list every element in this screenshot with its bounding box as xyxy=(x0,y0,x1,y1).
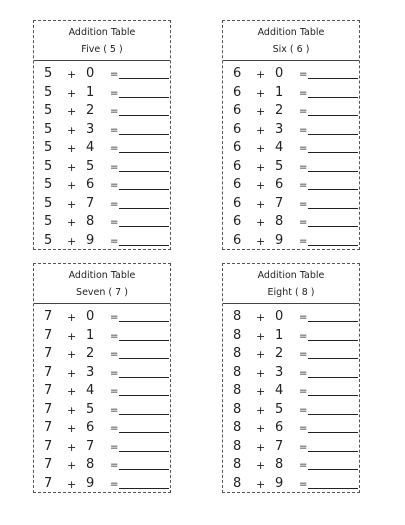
equals-sign: = xyxy=(110,217,119,228)
answer-blank-line[interactable] xyxy=(308,488,358,489)
base-number: 6 xyxy=(233,140,242,155)
base-number: 5 xyxy=(44,158,53,174)
base-number: 7 xyxy=(44,420,53,435)
equals-sign: = xyxy=(110,106,119,117)
equals-sign: = xyxy=(299,349,308,360)
plus-sign: + xyxy=(67,422,77,435)
addend-number: 1 xyxy=(86,327,95,343)
base-number: 5 xyxy=(44,103,53,118)
plus-sign: + xyxy=(67,68,77,81)
plus-sign: + xyxy=(67,385,77,398)
equation-list xyxy=(223,304,359,492)
equals-sign: = xyxy=(110,235,119,247)
base-number: 7 xyxy=(44,401,53,417)
base-number: 5 xyxy=(44,195,53,211)
addend-number: 7 xyxy=(86,438,95,454)
answer-blank-line[interactable] xyxy=(119,78,169,79)
plus-sign: + xyxy=(256,160,266,174)
base-number: 5 xyxy=(44,232,53,248)
answer-blank-line[interactable] xyxy=(308,340,358,341)
equation-row xyxy=(223,64,359,83)
equation-row xyxy=(34,307,170,326)
equation-row xyxy=(34,64,170,83)
equals-sign: = xyxy=(110,330,119,342)
plus-sign: + xyxy=(67,477,77,491)
base-number: 5 xyxy=(44,214,53,229)
plus-sign: + xyxy=(256,123,266,137)
answer-blank-line[interactable] xyxy=(119,340,169,341)
base-number: 8 xyxy=(233,383,242,398)
plus-sign: + xyxy=(256,179,266,192)
equation-row xyxy=(223,363,359,382)
equals-sign: = xyxy=(110,124,119,136)
plus-sign: + xyxy=(67,348,77,361)
addend-number: 2 xyxy=(86,346,95,361)
addend-number: 0 xyxy=(86,309,95,324)
addend-number: 6 xyxy=(86,420,95,435)
equals-sign: = xyxy=(110,312,119,323)
card-header xyxy=(223,21,359,61)
plus-sign: + xyxy=(256,105,266,118)
addend-number: 9 xyxy=(86,475,95,491)
plus-sign: + xyxy=(256,366,266,380)
answer-blank-line[interactable] xyxy=(308,414,358,415)
plus-sign: + xyxy=(67,142,77,155)
addend-number: 1 xyxy=(275,327,284,343)
plus-sign: + xyxy=(256,216,266,229)
equation-row xyxy=(223,138,359,157)
equation-row xyxy=(223,83,359,102)
plus-sign: + xyxy=(256,234,266,248)
answer-blank-line[interactable] xyxy=(308,451,358,452)
base-number: 6 xyxy=(233,232,242,248)
addend-number: 5 xyxy=(275,401,284,417)
addend-number: 3 xyxy=(86,364,95,380)
answer-blank-line[interactable] xyxy=(119,226,169,227)
table-card-seven xyxy=(33,263,171,493)
equals-sign: = xyxy=(299,404,308,416)
addend-number: 8 xyxy=(86,214,95,229)
base-number: 6 xyxy=(233,195,242,211)
plus-sign: + xyxy=(67,234,77,248)
base-number: 8 xyxy=(233,457,242,472)
equation-row xyxy=(223,455,359,474)
equation-row xyxy=(34,212,170,231)
equation-row xyxy=(34,120,170,139)
equals-sign: = xyxy=(299,180,308,191)
equation-row xyxy=(223,418,359,437)
answer-blank-line[interactable] xyxy=(119,469,169,470)
equation-row xyxy=(34,231,170,250)
base-number: 6 xyxy=(233,66,242,81)
equation-list xyxy=(34,61,170,249)
base-number: 6 xyxy=(233,84,242,100)
answer-blank-line[interactable] xyxy=(308,115,358,116)
plus-sign: + xyxy=(67,86,77,100)
equals-sign: = xyxy=(110,69,119,80)
addend-number: 5 xyxy=(275,158,284,174)
equals-sign: = xyxy=(110,198,119,210)
addend-number: 1 xyxy=(86,84,95,100)
addend-number: 7 xyxy=(275,438,284,454)
plus-sign: + xyxy=(256,142,266,155)
plus-sign: + xyxy=(256,348,266,361)
plus-sign: + xyxy=(256,477,266,491)
table-card-eight xyxy=(222,263,360,493)
equals-sign: = xyxy=(299,235,308,247)
equation-list xyxy=(223,61,359,249)
equals-sign: = xyxy=(299,106,308,117)
equation-row xyxy=(223,212,359,231)
equals-sign: = xyxy=(299,423,308,434)
plus-sign: + xyxy=(256,329,266,343)
answer-blank-line[interactable] xyxy=(119,189,169,190)
equals-sign: = xyxy=(110,460,119,471)
base-number: 6 xyxy=(233,121,242,137)
answer-blank-line[interactable] xyxy=(308,189,358,190)
equation-row xyxy=(34,138,170,157)
answer-blank-line[interactable] xyxy=(119,97,169,98)
answer-blank-line[interactable] xyxy=(308,171,358,172)
equation-row xyxy=(34,194,170,213)
base-number: 8 xyxy=(233,364,242,380)
answer-blank-line[interactable] xyxy=(308,226,358,227)
equals-sign: = xyxy=(299,198,308,210)
plus-sign: + xyxy=(256,385,266,398)
equals-sign: = xyxy=(299,312,308,323)
equation-row xyxy=(223,344,359,363)
base-number: 6 xyxy=(233,103,242,118)
answer-blank-line[interactable] xyxy=(119,171,169,172)
base-number: 6 xyxy=(233,177,242,192)
equation-row xyxy=(34,326,170,345)
equals-sign: = xyxy=(299,386,308,397)
base-number: 7 xyxy=(44,383,53,398)
equals-sign: = xyxy=(299,367,308,379)
answer-blank-line[interactable] xyxy=(308,321,358,322)
answer-blank-line[interactable] xyxy=(308,97,358,98)
answer-blank-line[interactable] xyxy=(119,451,169,452)
answer-blank-line[interactable] xyxy=(119,488,169,489)
answer-blank-line[interactable] xyxy=(119,414,169,415)
equals-sign: = xyxy=(110,441,119,453)
equation-row xyxy=(223,307,359,326)
table-card-five xyxy=(33,20,171,250)
base-number: 6 xyxy=(233,214,242,229)
answer-blank-line[interactable] xyxy=(308,432,358,433)
equation-row xyxy=(223,101,359,120)
plus-sign: + xyxy=(67,311,77,324)
equals-sign: = xyxy=(110,386,119,397)
plus-sign: + xyxy=(256,422,266,435)
equation-row xyxy=(223,157,359,176)
card-subtitle: Six ( 6 ) xyxy=(272,44,310,55)
plus-sign: + xyxy=(256,311,266,324)
equation-row xyxy=(34,175,170,194)
base-number: 7 xyxy=(44,346,53,361)
addend-number: 6 xyxy=(275,420,284,435)
plus-sign: + xyxy=(67,179,77,192)
answer-blank-line[interactable] xyxy=(119,134,169,135)
equals-sign: = xyxy=(299,441,308,453)
equals-sign: = xyxy=(110,161,119,173)
addend-number: 2 xyxy=(275,346,284,361)
answer-blank-line[interactable] xyxy=(308,152,358,153)
card-title: Addition Table xyxy=(68,27,136,38)
base-number: 5 xyxy=(44,177,53,192)
plus-sign: + xyxy=(67,366,77,380)
addend-number: 4 xyxy=(86,140,95,155)
equals-sign: = xyxy=(299,69,308,80)
addend-number: 0 xyxy=(275,309,284,324)
base-number: 8 xyxy=(233,327,242,343)
equals-sign: = xyxy=(299,87,308,99)
equation-row xyxy=(223,175,359,194)
card-subtitle: Five ( 5 ) xyxy=(81,44,123,55)
equals-sign: = xyxy=(299,460,308,471)
equation-row xyxy=(223,120,359,139)
answer-blank-line[interactable] xyxy=(119,358,169,359)
equation-row xyxy=(223,437,359,456)
base-number: 8 xyxy=(233,438,242,454)
plus-sign: + xyxy=(256,440,266,454)
answer-blank-line[interactable] xyxy=(119,245,169,246)
card-title: Addition Table xyxy=(257,27,325,38)
card-title: Addition Table xyxy=(68,270,136,281)
equals-sign: = xyxy=(299,478,308,490)
plus-sign: + xyxy=(67,197,77,211)
base-number: 5 xyxy=(44,66,53,81)
equals-sign: = xyxy=(299,143,308,154)
answer-blank-line[interactable] xyxy=(119,152,169,153)
answer-blank-line[interactable] xyxy=(119,321,169,322)
plus-sign: + xyxy=(256,459,266,472)
equals-sign: = xyxy=(110,404,119,416)
plus-sign: + xyxy=(67,105,77,118)
answer-blank-line[interactable] xyxy=(119,432,169,433)
equation-list xyxy=(34,304,170,492)
base-number: 7 xyxy=(44,327,53,343)
base-number: 6 xyxy=(233,158,242,174)
equation-row xyxy=(34,455,170,474)
addend-number: 4 xyxy=(275,383,284,398)
equals-sign: = xyxy=(299,217,308,228)
addend-number: 4 xyxy=(86,383,95,398)
plus-sign: + xyxy=(256,68,266,81)
answer-blank-line[interactable] xyxy=(119,115,169,116)
addend-number: 3 xyxy=(275,121,284,137)
base-number: 7 xyxy=(44,475,53,491)
equation-row xyxy=(34,363,170,382)
answer-blank-line[interactable] xyxy=(308,377,358,378)
addend-number: 4 xyxy=(275,140,284,155)
answer-blank-line[interactable] xyxy=(119,208,169,209)
addend-number: 0 xyxy=(86,66,95,81)
card-subtitle: Seven ( 7 ) xyxy=(76,287,128,298)
base-number: 5 xyxy=(44,140,53,155)
card-subtitle: Eight ( 8 ) xyxy=(267,287,315,298)
base-number: 5 xyxy=(44,84,53,100)
addend-number: 8 xyxy=(275,214,284,229)
equation-row xyxy=(223,400,359,419)
card-title: Addition Table xyxy=(257,270,325,281)
base-number: 5 xyxy=(44,121,53,137)
addend-number: 2 xyxy=(86,103,95,118)
base-number: 8 xyxy=(233,346,242,361)
answer-blank-line[interactable] xyxy=(308,469,358,470)
addend-number: 1 xyxy=(275,84,284,100)
answer-blank-line[interactable] xyxy=(119,395,169,396)
equals-sign: = xyxy=(110,349,119,360)
equals-sign: = xyxy=(110,478,119,490)
equals-sign: = xyxy=(110,367,119,379)
equals-sign: = xyxy=(299,330,308,342)
equals-sign: = xyxy=(299,124,308,136)
equation-row xyxy=(34,418,170,437)
addend-number: 2 xyxy=(275,103,284,118)
addend-number: 0 xyxy=(275,66,284,81)
addend-number: 3 xyxy=(86,121,95,137)
equation-row xyxy=(223,474,359,493)
card-header xyxy=(223,264,359,304)
base-number: 7 xyxy=(44,364,53,380)
equation-row xyxy=(34,157,170,176)
answer-blank-line[interactable] xyxy=(308,395,358,396)
equation-row xyxy=(223,326,359,345)
base-number: 7 xyxy=(44,309,53,324)
addend-number: 7 xyxy=(275,195,284,211)
plus-sign: + xyxy=(67,403,77,417)
answer-blank-line[interactable] xyxy=(308,208,358,209)
plus-sign: + xyxy=(67,329,77,343)
addend-number: 6 xyxy=(275,177,284,192)
equals-sign: = xyxy=(110,423,119,434)
base-number: 8 xyxy=(233,420,242,435)
addend-number: 9 xyxy=(275,475,284,491)
base-number: 7 xyxy=(44,438,53,454)
addend-number: 8 xyxy=(275,457,284,472)
addend-number: 5 xyxy=(86,401,95,417)
equation-row xyxy=(34,381,170,400)
answer-blank-line[interactable] xyxy=(308,78,358,79)
addend-number: 7 xyxy=(86,195,95,211)
base-number: 7 xyxy=(44,457,53,472)
equation-row xyxy=(34,83,170,102)
base-number: 8 xyxy=(233,475,242,491)
plus-sign: + xyxy=(67,123,77,137)
addend-number: 9 xyxy=(86,232,95,248)
equation-row xyxy=(34,400,170,419)
equation-row xyxy=(34,437,170,456)
base-number: 8 xyxy=(233,309,242,324)
equation-row xyxy=(223,231,359,250)
plus-sign: + xyxy=(67,216,77,229)
table-card-six xyxy=(222,20,360,250)
equals-sign: = xyxy=(299,161,308,173)
equation-row xyxy=(223,194,359,213)
addend-number: 8 xyxy=(86,457,95,472)
answer-blank-line[interactable] xyxy=(119,377,169,378)
plus-sign: + xyxy=(256,86,266,100)
plus-sign: + xyxy=(67,160,77,174)
equals-sign: = xyxy=(110,143,119,154)
answer-blank-line[interactable] xyxy=(308,134,358,135)
addend-number: 3 xyxy=(275,364,284,380)
base-number: 8 xyxy=(233,401,242,417)
equation-row xyxy=(223,381,359,400)
addend-number: 5 xyxy=(86,158,95,174)
plus-sign: + xyxy=(67,440,77,454)
equals-sign: = xyxy=(110,87,119,99)
plus-sign: + xyxy=(256,197,266,211)
equation-row xyxy=(34,344,170,363)
plus-sign: + xyxy=(256,403,266,417)
card-header xyxy=(34,264,170,304)
equation-row xyxy=(34,474,170,493)
equation-row xyxy=(34,101,170,120)
card-header xyxy=(34,21,170,61)
addend-number: 9 xyxy=(275,232,284,248)
plus-sign: + xyxy=(67,459,77,472)
equals-sign: = xyxy=(110,180,119,191)
answer-blank-line[interactable] xyxy=(308,358,358,359)
addend-number: 6 xyxy=(86,177,95,192)
answer-blank-line[interactable] xyxy=(308,245,358,246)
